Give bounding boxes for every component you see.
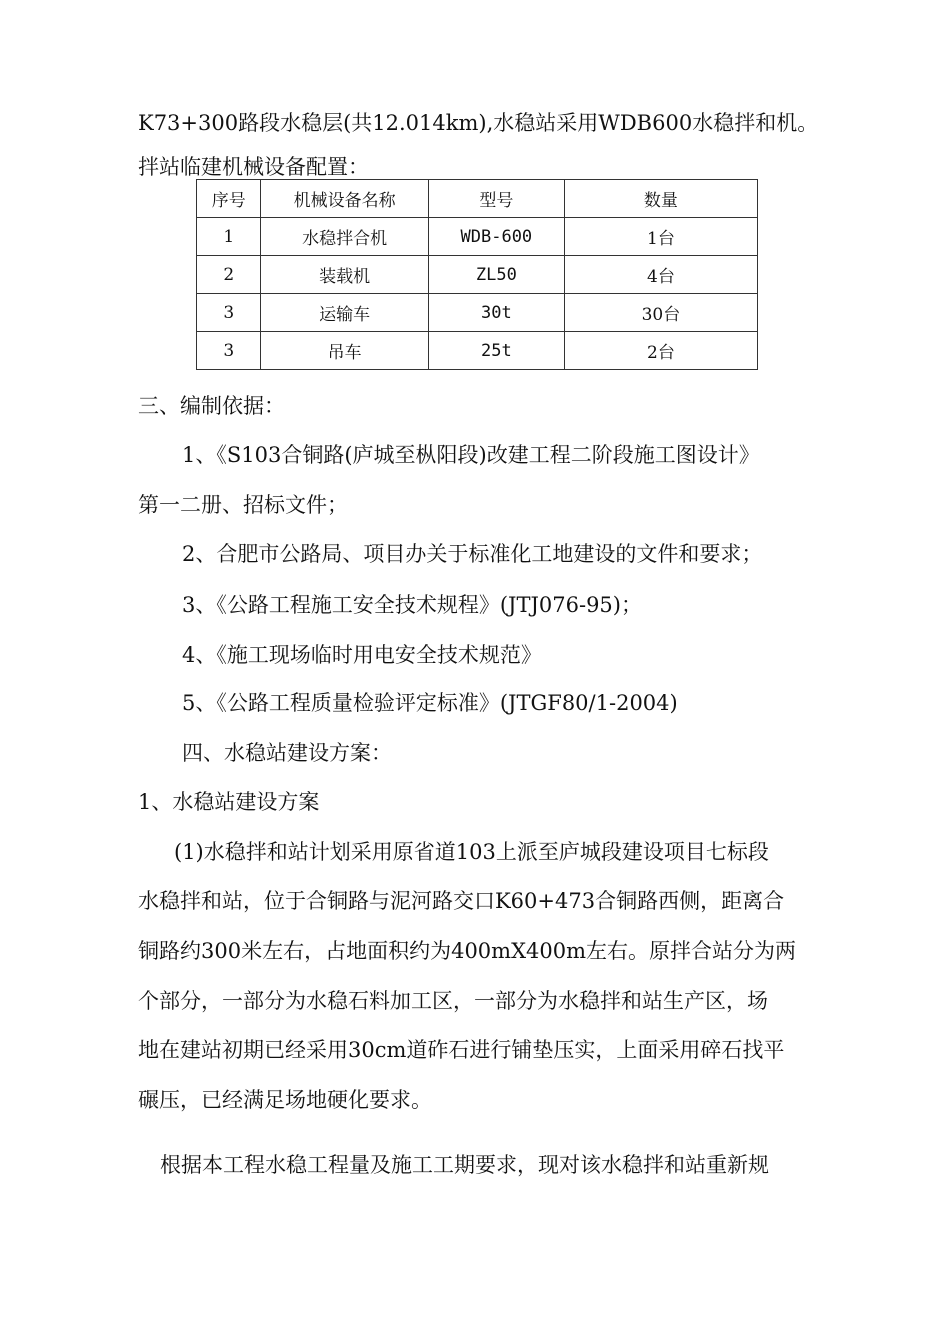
paragraph-line: (1)水稳拌和站计划采用原省道103上派至庐城段建设项目七标段 xyxy=(174,840,769,864)
header-index: 序号 xyxy=(197,180,261,218)
paragraph-line: 个部分，一部分为水稳石料加工区，一部分为水稳拌和站生产区，场 xyxy=(138,989,768,1013)
paragraph-line: 水稳拌和站，位于合铜路与泥河路交口K60+473合铜路西侧，距离合 xyxy=(138,889,785,913)
header-name: 机械设备名称 xyxy=(261,180,428,218)
paragraph-line: 碾压，已经满足场地硬化要求。 xyxy=(138,1088,432,1112)
cell-quantity: 2台 xyxy=(564,332,757,370)
header-model: 型号 xyxy=(428,180,564,218)
cell-model: ZL50 xyxy=(428,256,564,294)
cell-quantity: 4台 xyxy=(564,256,757,294)
equipment-table xyxy=(196,179,758,370)
cell-index: 2 xyxy=(197,256,261,294)
paragraph-2: 根据本工程水稳工程量及施工工期要求，现对该水稳拌和站重新规 xyxy=(160,1153,769,1177)
paragraph-line: 地在建站初期已经采用30cm道砟石进行铺垫压实，上面采用碎石找平 xyxy=(138,1038,785,1062)
table-row xyxy=(197,256,758,294)
intro-line: K73+300路段水稳层(共12.014km),水稳站采用WDB600水稳拌和机。 xyxy=(138,111,819,135)
basis-item-1-cont: 第一二册、招标文件； xyxy=(138,493,348,517)
cell-index: 1 xyxy=(197,218,261,256)
section3-title: 三、编制依据： xyxy=(138,394,285,418)
paragraph-line: 铜路约300米左右，占地面积约为400mX400m左右。原拌合站分为两 xyxy=(138,939,797,963)
cell-model: 25t xyxy=(428,332,564,370)
cell-name: 水稳拌合机 xyxy=(261,218,428,256)
basis-item-2: 2、合肥市公路局、项目办关于标准化工地建设的文件和要求； xyxy=(182,542,763,566)
cell-name: 运输车 xyxy=(261,294,428,332)
cell-quantity: 30台 xyxy=(564,294,757,332)
basis-item-5: 5、《公路工程质量检验评定标准》(JTGF80/1-2004) xyxy=(182,691,678,715)
table-row xyxy=(197,294,758,332)
header-quantity: 数量 xyxy=(564,180,757,218)
cell-name: 装载机 xyxy=(261,256,428,294)
cell-index: 3 xyxy=(197,332,261,370)
cell-index: 3 xyxy=(197,294,261,332)
table-header-row xyxy=(197,180,758,218)
table-title: 拌站临建机械设备配置： xyxy=(138,155,369,179)
cell-model: WDB-600 xyxy=(428,218,564,256)
cell-model: 30t xyxy=(428,294,564,332)
basis-item-4: 4、《施工现场临时用电安全技术规范》 xyxy=(182,643,542,667)
table-row xyxy=(197,332,758,370)
cell-quantity: 1台 xyxy=(564,218,757,256)
cell-name: 吊车 xyxy=(261,332,428,370)
basis-item-3: 3、《公路工程施工安全技术规程》(JTJ076-95)； xyxy=(182,593,642,617)
table-row xyxy=(197,218,758,256)
section4-title: 四、水稳站建设方案： xyxy=(182,741,392,765)
subsection1-title: 1、水稳站建设方案 xyxy=(138,790,320,814)
basis-item-1: 1、《S103合铜路(庐城至枞阳段)改建工程二阶段施工图设计》 xyxy=(182,443,760,467)
